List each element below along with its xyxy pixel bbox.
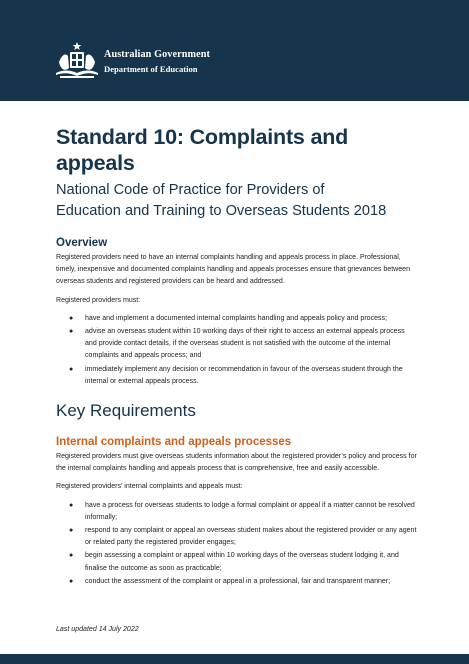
overview-bullet-list (56, 313, 418, 388)
list-item-text: have a process for overseas students to lodge a formal complaint or appeal if a matter cannot be resolved informally; (85, 501, 415, 521)
list-item (69, 525, 418, 549)
bullet-icon: ● (69, 501, 74, 509)
list-item-text: advise an overseas student within 10 working days of their right to access an external appeals process and provide contact details, if the overseas student is not satisfied with the outcome of the internal complaints and appeals process; and (85, 328, 405, 360)
last-updated-note: Last updated 14 July 2022 (56, 626, 139, 633)
government-wordmark (104, 49, 210, 75)
page-subtitle (56, 180, 418, 222)
overview-paragraph-2: Registered providers must: (56, 296, 141, 304)
coat-of-arms-icon (54, 40, 100, 80)
subtitle-line-1: National Code of Practice for Providers of (56, 182, 325, 198)
list-item (69, 326, 418, 363)
overview-paragraph-1: Registered providers need to have an internal complaints handling and appeals process in place. Professional, timely, inexpensive and documented complaints handling and appeals processes ensure that grievances between overseas students and registered providers can be heard and addressed. (56, 254, 410, 286)
list-item (69, 500, 418, 524)
list-item-text: begin assessing a complaint or appeal within 10 working days of the overseas student lodging it, and finalise the outcome as soon as practicable; (85, 552, 399, 572)
internal-complaints-heading: Internal complaints and appeals processes (56, 436, 292, 449)
footer-bar (0, 654, 469, 664)
key-paragraph-2: Registered providers’ internal complaints and appeals must: (56, 483, 243, 491)
list-item (69, 313, 418, 325)
overview-heading: Overview (56, 237, 108, 249)
key-requirements-heading: Key Requirements (56, 401, 196, 421)
bullet-icon: ● (69, 365, 74, 373)
key-paragraph-1: Registered providers must give overseas students information about the registered provider’s policy and process for the internal complaints handling and appeals process that is comprehensive, free and easily accessible. (56, 453, 417, 473)
key-bullet-list (56, 500, 418, 588)
list-item (69, 364, 418, 388)
list-item-text: respond to any complaint or appeal an overseas student makes about the registered provider or any agent or related party the registered provider engages; (85, 527, 417, 547)
bullet-icon: ● (69, 328, 74, 336)
document-body (56, 124, 418, 592)
list-item-text: immediately implement any decision or recommendation in favour of the overseas student through the internal or external appeals process. (85, 365, 403, 385)
gov-line-1: Australian Government (104, 49, 210, 60)
list-item-text: have and implement a documented internal complaints handling and appeals policy and process; (85, 314, 388, 322)
bullet-icon: ● (69, 577, 74, 585)
page-title: Standard 10: Complaints and appeals (56, 125, 349, 175)
list-item (69, 576, 418, 588)
list-item (69, 550, 418, 574)
bullet-icon: ● (69, 314, 74, 322)
list-item-text: conduct the assessment of the complaint or appeal in a professional, fair and transparent manner; (85, 577, 391, 585)
subtitle-line-2: Education and Training to Overseas Students 2018 (56, 203, 387, 219)
bullet-icon: ● (69, 527, 74, 535)
bullet-icon: ● (69, 552, 74, 560)
header-banner (0, 0, 469, 101)
gov-line-2: Department of Education (104, 64, 198, 74)
